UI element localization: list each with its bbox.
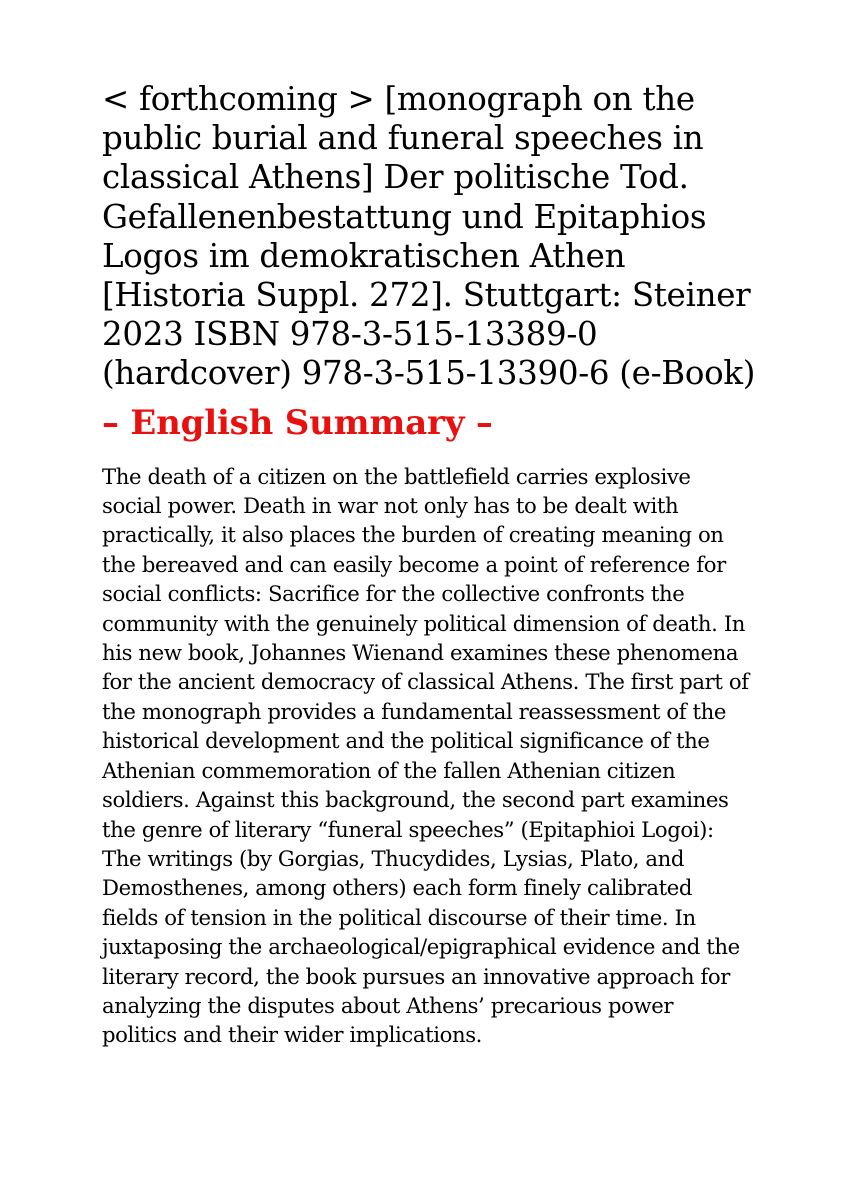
document-page: [102, 80, 762, 1050]
summary-paragraph: The death of a citizen on the battlefield carries explosive social power. Death in war not only has to be dealt with practically, it also places the burden of creating meaning on the bereaved and can easily become a point of reference for social conflicts: Sacrifice for the collective confronts the community with the genuinely political dimension of death. In his new book, Johannes Wienand examines these phenomena for the ancient democracy of classical Athens. The first part of the monograph provides a fundamental reassessment of the historical development and the political significance of the Athenian commemoration of the fallen Athenian citizen soldiers. Against this background, the second part examines the genre of literary “funeral speeches” (Epitaphioi Logoi): The writings (by Gorgias, Thucydides, Lysias, Plato, and Demosthenes, among others) each form finely calibrated fields of tension in the political discourse of their time. In juxtaposing the archaeological/epigraphical evidence and the literary record, the book pursues an innovative approach for analyzing the disputes about Athens’ precarious power politics and their wider implications.: [102, 463, 749, 1048]
document-title: < forthcoming > [monograph on the public burial and funeral speeches in classical Athens] Der politische Tod. Gefallenenbestattung und Epitaphios Logos im demokratischen Athen [Historia Suppl. 272]. Stuttgart: Steiner 2023 ISBN 978-3-515-13389-0 (hardcover) 978-3-515-13390-6 (e-Book): [102, 80, 756, 393]
english-summary-heading: – English Summary –: [102, 402, 493, 443]
